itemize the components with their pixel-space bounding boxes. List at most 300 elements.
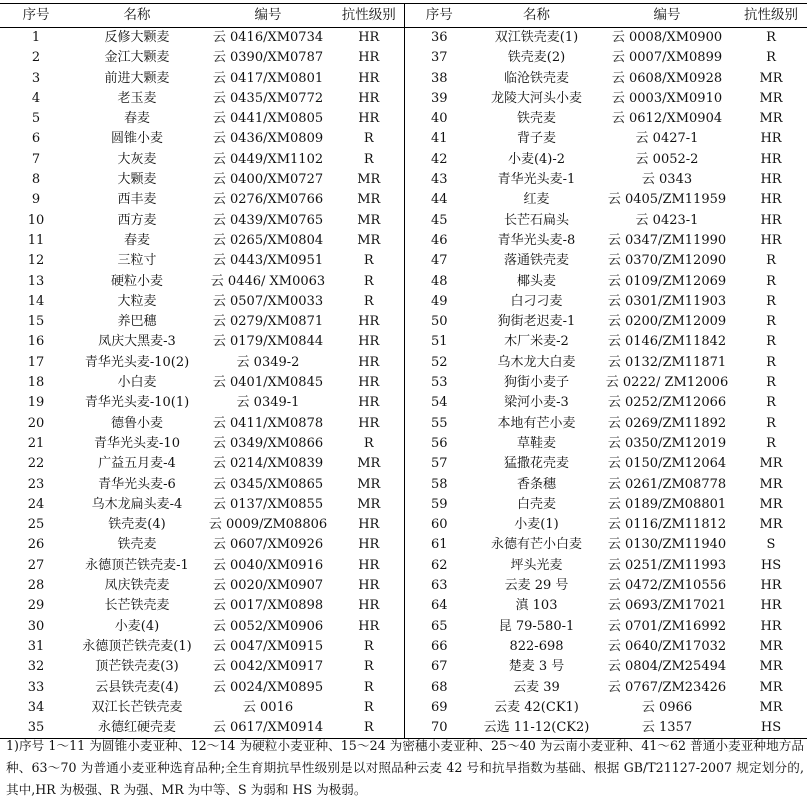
cell-code: 云 0214/XM0839 [212,456,324,472]
cell-no: 19 [27,395,45,411]
cell-level: HR [358,111,380,127]
cell-level: MR [357,456,381,472]
cell-no: 16 [27,334,45,350]
cell-level-right: HS [760,557,782,573]
cell-level-right: HR [760,212,782,228]
cell-no-right: 50 [404,312,474,332]
cell-level: R [363,699,374,715]
cell-name: 凤庆铁壳麦 [104,578,170,594]
cell-name: 铁壳麦(4) [108,517,166,533]
cell-level: HR [358,618,380,634]
cell-level: MR [357,496,381,512]
cell-level-right: R [766,354,776,370]
table-row [0,332,807,352]
cell-level: R [363,253,374,269]
cell-name-right: 本地有芒小麦 [497,415,576,431]
cell-code: 云 0607/XM0926 [212,537,324,553]
cell-code: 云 0017/XM0898 [212,598,324,614]
cell-name: 德鲁小麦 [110,415,163,431]
cell-no: 22 [27,456,45,472]
cell-code-right: 云 0612/XM0904 [611,111,723,127]
cell-level-right: MR [759,638,783,654]
cell-level-right: R [766,395,776,411]
table-row [0,454,807,474]
cell-level: R [363,151,374,167]
cell-code-right: 云 0109/ZM12069 [607,273,727,289]
cell-level-right: MR [759,456,783,472]
cell-level-right: R [766,273,776,289]
cell-code-right: 云 0003/XM0910 [611,90,723,106]
cell-no-right: 67 [404,657,474,677]
cell-level: R [363,273,374,289]
cell-code: 云 0052/XM0906 [212,618,324,634]
cell-level-right: HR [760,192,782,208]
cell-name-right: 青华光头麦-1 [497,172,576,188]
cell-code: 云 0400/XM0727 [212,172,324,188]
cell-name: 云县铁壳麦(4) [95,679,179,695]
cell-level: HR [358,90,380,106]
cell-level-right: MR [759,70,783,86]
cell-no: 1 [31,30,41,45]
cell-code-right: 云 0130/ZM11940 [607,537,727,553]
header-code-right: 编号 [653,7,681,23]
cell-name-right: 乌木龙大白麦 [497,354,576,370]
cell-no: 31 [27,638,45,654]
cell-name-right: 红麦 [523,192,550,208]
cell-no-right: 54 [404,393,474,413]
cell-level-right: HR [760,618,782,634]
cell-level-right: R [766,314,776,330]
cell-code-right: 云 0150/ZM12064 [607,456,727,472]
cell-code-right: 云 0640/ZM17032 [607,638,727,654]
table-row [0,434,807,454]
cell-code-right: 云 0693/ZM17021 [607,598,727,614]
cell-code: 云 0446/ XM0063 [210,273,326,289]
cell-no-right: 40 [404,109,474,129]
cell-code-right: 云 0252/ZM12066 [607,395,727,411]
cell-code-right: 云 0427-1 [635,131,699,147]
cell-name-right: 梁河小麦-3 [504,395,569,411]
cell-code-right: 云 0804/ZM25494 [607,659,727,675]
cell-level-right: MR [759,496,783,512]
cell-name: 西方麦 [117,212,157,228]
cell-name-right: 坪头光麦 [510,557,563,573]
cell-level: HR [358,557,380,573]
cell-level-right: MR [759,517,783,533]
cell-name: 养巴穗 [117,314,157,330]
cell-code: 云 0417/XM0801 [212,70,324,86]
cell-no-right: 59 [404,495,474,515]
table-row [0,657,807,677]
cell-level-right: HR [760,598,782,614]
cell-code-right: 云 0343 [641,172,693,188]
cell-code-right: 云 0189/ZM08801 [607,496,727,512]
cell-name-right: 昆 79-580-1 [498,618,575,634]
cell-code-right: 云 0008/XM0900 [611,30,723,45]
cell-code-right: 云 0146/ZM11842 [607,334,727,350]
table-row [0,69,807,89]
table-row [0,698,807,718]
cell-no: 33 [27,679,45,695]
cell-code: 云 0179/XM0844 [212,334,324,350]
cell-no: 12 [27,253,45,269]
cell-code: 云 0449/XM1102 [212,151,324,167]
cell-level-right: MR [759,699,783,715]
table-body [0,28,807,739]
header-row [0,4,807,28]
cell-name: 青华光头麦-10(1) [84,395,190,411]
cell-code-right: 云 0301/ZM11903 [607,293,727,309]
cell-name: 小麦(4) [114,618,160,634]
cell-code: 云 0265/XM0804 [212,232,324,248]
cell-level-right: R [766,30,776,45]
cell-level: HR [358,415,380,431]
cell-level: MR [357,232,381,248]
cell-no-right: 45 [404,211,474,231]
cell-level-right: MR [759,679,783,695]
cell-no: 8 [31,172,41,188]
table-row [0,678,807,698]
cell-no: 24 [27,496,45,512]
cell-no-right: 55 [404,414,474,434]
cell-level: HR [358,395,380,411]
cell-name: 青华光头麦-6 [98,476,176,492]
cell-name-right: 小麦(1) [514,517,559,533]
cell-code-right: 云 0132/ZM11871 [607,354,727,370]
table-row [0,190,807,210]
cell-name-right: 猛撒花壳麦 [503,456,569,472]
table-row [0,495,807,515]
table-row [0,170,807,190]
cell-no: 29 [27,598,45,614]
cell-no: 20 [27,415,45,431]
cell-no: 25 [27,517,45,533]
table-row [0,150,807,170]
header-name: 名称 [123,7,151,23]
cell-code-right: 云 0222/ ZM12006 [605,375,729,391]
cell-no: 18 [27,375,45,391]
cell-code: 云 0276/XM0766 [212,192,324,208]
cell-no: 32 [27,659,45,675]
cell-code-right: 云 0347/ZM11990 [607,232,727,248]
cell-name: 圆锥小麦 [110,131,163,147]
cell-code: 云 0349/XM0866 [212,435,324,451]
cell-name: 顶芒铁壳麦(3) [95,659,179,675]
table-row [0,312,807,332]
cell-level: R [363,679,374,695]
germplasm-drought-resistance-table [0,3,807,739]
cell-code-right: 云 0200/ZM12009 [607,314,727,330]
cell-name: 广益五月麦-4 [98,456,176,472]
cell-no-right: 38 [404,69,474,89]
cell-no: 35 [27,720,45,736]
table-row [0,353,807,373]
cell-level-right: HR [760,578,782,594]
cell-level: R [363,131,374,147]
header-no-right: 序号 [404,4,474,28]
table-row [0,515,807,535]
cell-code: 云 0435/XM0772 [212,90,324,106]
cell-name: 永德红硬壳麦 [97,720,176,736]
cell-name-right: 云麦 39 [513,679,560,695]
cell-level-right: R [766,334,776,350]
cell-level-right: MR [759,659,783,675]
cell-no-right: 66 [404,637,474,657]
cell-name-right: 背子麦 [516,131,556,147]
cell-level-right: HR [760,172,782,188]
cell-name-right: 铁壳麦(2) [507,50,566,66]
cell-name: 永德顶芒铁壳麦-1 [85,557,189,573]
cell-code-right: 云 0472/ZM10556 [607,578,727,594]
cell-code-right: 云 0261/ZM08778 [607,476,727,492]
cell-name: 大颗麦 [117,172,157,188]
cell-no: 28 [27,578,45,594]
cell-no-right: 51 [404,332,474,352]
header-no: 序号 [22,7,50,23]
cell-code-right: 云 0966 [641,699,693,715]
cell-no: 3 [31,70,41,86]
cell-no-right: 49 [404,292,474,312]
cell-name: 春麦 [123,232,150,248]
cell-level-right: R [766,375,776,391]
cell-code-right: 云 1357 [641,720,693,736]
cell-level-right: HR [760,151,782,167]
cell-no: 13 [27,273,45,289]
cell-level: HR [358,375,380,391]
cell-name: 反修大颗麦 [104,30,170,45]
cell-name-right: 滇 103 [515,598,558,614]
cell-no: 11 [27,232,45,248]
cell-level: HR [358,334,380,350]
cell-name: 双江长芒铁壳麦 [91,699,183,715]
cell-name-right: 云麦 29 号 [504,578,569,594]
cell-code: 云 0024/XM0895 [212,679,324,695]
cell-name: 老玉麦 [117,90,157,106]
table-row [0,373,807,393]
cell-name: 凤庆大黑麦-3 [98,334,176,350]
cell-no: 9 [31,192,41,208]
cell-name: 西丰麦 [117,192,157,208]
cell-no-right: 36 [404,28,474,49]
table-row [0,109,807,129]
cell-code: 云 0345/XM0865 [212,476,324,492]
cell-level: HR [358,30,380,45]
cell-code: 云 0439/XM0765 [212,212,324,228]
cell-level-right: R [766,253,776,269]
cell-level-right: R [766,435,776,451]
cell-code-right: 云 0269/ZM11892 [607,415,727,431]
cell-name-right: 临沧铁壳麦 [503,70,569,86]
cell-code: 云 0349-1 [236,395,300,411]
cell-code-right: 云 0350/ZM12019 [607,435,727,451]
cell-level-right: MR [759,111,783,127]
cell-level-right: R [766,415,776,431]
cell-name: 青华光头麦-10 [94,435,180,451]
cell-no-right: 69 [404,698,474,718]
cell-name: 永德顶芒铁壳麦(1) [82,638,192,654]
cell-code: 云 0349-2 [236,354,300,370]
cell-no: 27 [27,557,45,573]
cell-name: 前进大颗麦 [104,70,170,86]
cell-name-right: 青华光头麦-8 [497,232,576,248]
cell-name: 青华光头麦-10(2) [84,354,190,370]
cell-code-right: 云 0608/XM0928 [611,70,723,86]
cell-name: 大粒麦 [117,293,157,309]
cell-level: R [363,720,374,736]
cell-level: R [363,659,374,675]
cell-code-right: 云 0767/ZM23426 [607,679,727,695]
cell-name: 春麦 [123,111,150,127]
cell-name-right: 云麦 42(CK1) [494,699,579,715]
cell-level: HR [358,517,380,533]
table-row [0,414,807,434]
cell-name-right: 双江铁壳麦(1) [494,30,579,45]
table-row [0,617,807,637]
cell-no-right: 57 [404,454,474,474]
header-level-right: 抗性级别 [744,7,798,23]
cell-no: 14 [27,293,45,309]
cell-no-right: 62 [404,556,474,576]
cell-code-right: 云 0251/ZM11993 [607,557,727,573]
cell-name: 小白麦 [117,375,157,391]
cell-no-right: 52 [404,353,474,373]
table-row [0,28,807,49]
header-name-right: 名称 [523,7,550,23]
cell-code: 云 0416/XM0734 [212,30,324,45]
cell-level-right: HR [760,232,782,248]
table-row [0,272,807,292]
cell-code-right: 云 0007/XM0899 [611,50,723,66]
cell-code: 云 0390/XM0787 [212,50,324,66]
cell-level: MR [357,212,381,228]
cell-code-right: 云 0423-1 [635,212,699,228]
cell-code: 云 0443/XM0951 [212,253,324,269]
cell-code-right: 云 0405/ZM11959 [607,192,727,208]
cell-no-right: 48 [404,272,474,292]
cell-level: HR [358,578,380,594]
cell-name: 金江大颗麦 [104,50,170,66]
cell-no: 21 [27,435,45,451]
cell-level: MR [357,192,381,208]
table-row [0,393,807,413]
cell-name-right: 永德有芒小白麦 [490,537,582,553]
table-row [0,129,807,149]
cell-code-right: 云 0052-2 [635,151,699,167]
cell-code: 云 0507/XM0033 [212,293,324,309]
cell-code: 云 0401/XM0845 [212,375,324,391]
cell-no: 23 [27,476,45,492]
cell-name: 三粒寸 [117,253,157,269]
table-row [0,475,807,495]
cell-name-right: 822-698 [509,638,564,654]
cell-level-right: HR [760,131,782,147]
cell-no-right: 42 [404,150,474,170]
cell-name-right: 狗街老迟麦-1 [497,314,576,330]
cell-no: 17 [27,354,45,370]
cell-name-right: 狗街小麦子 [503,375,569,391]
cell-no: 15 [27,314,45,330]
table-row [0,637,807,657]
cell-name-right: 铁壳麦 [516,111,556,127]
cell-code: 云 0137/XM0855 [212,496,324,512]
cell-no: 30 [27,618,45,634]
cell-no: 4 [31,90,41,106]
cell-code: 云 0042/XM0917 [212,659,324,675]
cell-name-right: 草鞋麦 [516,435,556,451]
cell-name: 硬粒小麦 [110,273,163,289]
table-row [0,251,807,271]
cell-no-right: 60 [404,515,474,535]
cell-code: 云 0020/XM0907 [212,578,324,594]
cell-name-right: 椰头麦 [516,273,556,289]
cell-name-right: 木厂米麦-2 [504,334,569,350]
cell-no-right: 65 [404,617,474,637]
header-level: 抗性级别 [341,7,396,23]
table-row [0,231,807,251]
table-row [0,596,807,616]
cell-name-right: 落通铁壳麦 [503,253,569,269]
cell-level-right: S [766,537,776,553]
cell-code: 云 0040/XM0916 [212,557,324,573]
cell-no-right: 64 [404,596,474,616]
cell-no-right: 37 [404,48,474,68]
cell-level-right: R [766,50,776,66]
cell-level: HR [358,598,380,614]
table-header [0,4,807,28]
cell-code: 云 0617/XM0914 [212,720,324,736]
cell-name-right: 小麦(4)-2 [507,151,566,167]
cell-code-right: 云 0701/ZM16992 [607,618,727,634]
cell-no-right: 41 [404,129,474,149]
cell-level: HR [358,537,380,553]
cell-name-right: 楚麦 3 号 [508,659,565,675]
cell-no: 34 [27,699,45,715]
cell-no-right: 47 [404,251,474,271]
cell-level: HR [358,314,380,330]
cell-level-right: HS [760,720,782,736]
cell-code: 云 0016 [242,699,294,715]
cell-level: MR [357,172,381,188]
cell-no-right: 44 [404,190,474,210]
cell-level: R [363,638,374,654]
cell-code: 云 0279/XM0871 [212,314,324,330]
table-row [0,556,807,576]
cell-no: 6 [31,131,41,147]
cell-level-right: MR [759,90,783,106]
cell-name: 大灰麦 [117,151,157,167]
cell-level: MR [357,476,381,492]
cell-no-right: 53 [404,373,474,393]
cell-code: 云 0441/XM0805 [212,111,324,127]
cell-no-right: 63 [404,576,474,596]
cell-level: R [363,435,374,451]
cell-no-right: 70 [404,718,474,739]
cell-no-right: 68 [404,678,474,698]
table-footnote: 1)序号 1～11 为圆锥小麦亚种、12～14 为硬粒小麦亚种、15～24 为密穗小麦亚种、25～40 为云南小麦亚种、41～62 普通小麦亚种地方品种、63～70 为普通小麦亚种选育品种;全生育期抗旱性级别是以对照品种云麦 42 号和抗旱指数为基础、根据 GB/T21127-2007 规定划分的,其中,HR 为极强、R 为强、MR 为中等、S 为弱和 HS 为极弱。 [6,738,804,797]
table-row [0,576,807,596]
cell-no-right: 56 [404,434,474,454]
table-row [0,292,807,312]
cell-code-right: 云 0116/ZM11812 [607,517,727,533]
cell-code: 云 0411/XM0878 [212,415,324,431]
cell-name: 乌木龙扁头麦-4 [91,496,183,512]
cell-level-right: R [766,293,776,309]
cell-no-right: 43 [404,170,474,190]
cell-no-right: 58 [404,475,474,495]
cell-no-right: 46 [404,231,474,251]
cell-level: HR [358,354,380,370]
cell-name: 铁壳麦 [117,537,157,553]
